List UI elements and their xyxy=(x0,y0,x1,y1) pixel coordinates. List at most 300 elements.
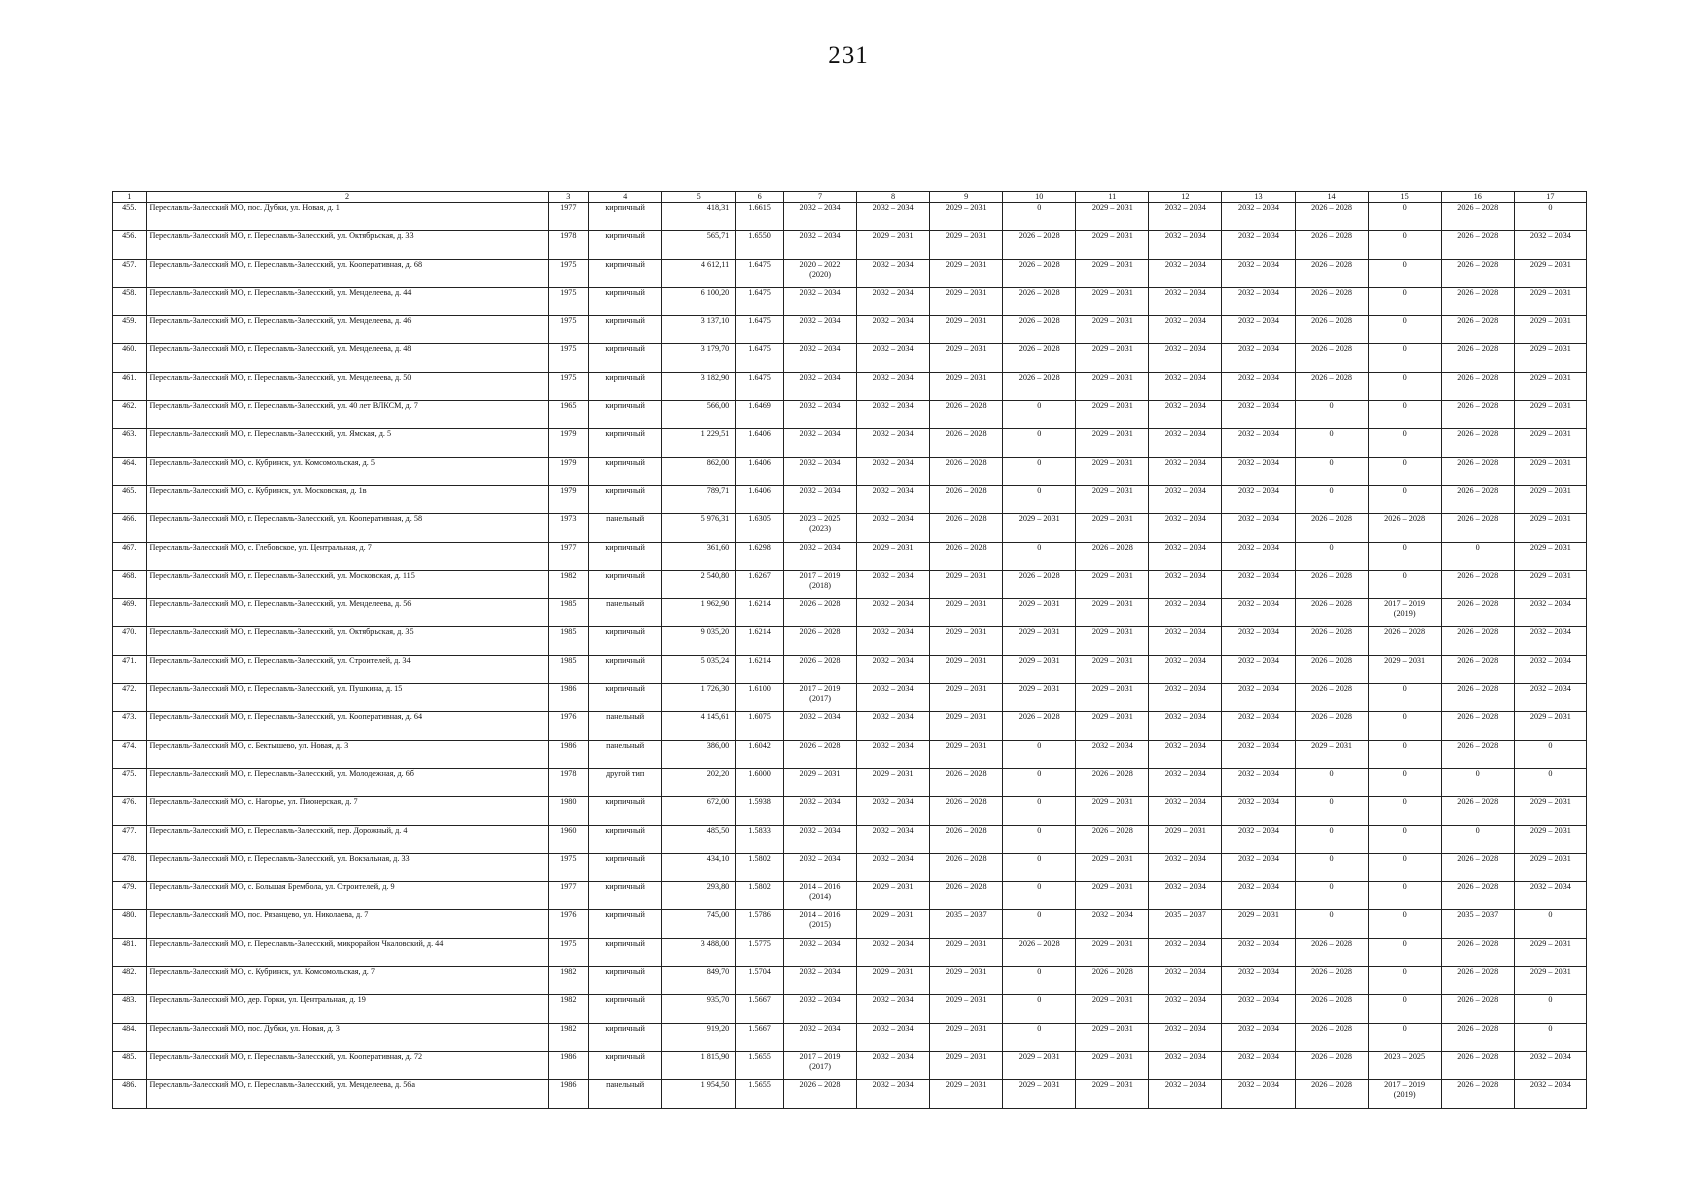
table-cell-col-12: 2032 – 2034 xyxy=(1149,768,1222,796)
table-cell-col-11: 2029 – 2031 xyxy=(1076,684,1149,712)
table-cell-col-4: кирпичный xyxy=(589,627,662,655)
table-cell-col-15: 0 xyxy=(1368,995,1441,1023)
table-cell-col-16: 2035 – 2037 xyxy=(1441,910,1514,938)
table-cell-col-6: 1.6475 xyxy=(736,316,784,344)
table-cell-col-9: 2029 – 2031 xyxy=(930,740,1003,768)
column-header-16: 16 xyxy=(1441,192,1514,203)
table-cell-col-15: 0 xyxy=(1368,316,1441,344)
table-cell-col-14: 2026 – 2028 xyxy=(1295,938,1368,966)
table-cell-col-11: 2029 – 2031 xyxy=(1076,655,1149,683)
table-row xyxy=(113,372,1587,400)
table-cell-col-12: 2032 – 2034 xyxy=(1149,740,1222,768)
table-cell-col-7: 2032 – 2034 xyxy=(783,938,856,966)
table-cell-col-14: 2026 – 2028 xyxy=(1295,1080,1368,1108)
table-cell-col-17: 2029 – 2031 xyxy=(1514,485,1586,513)
table-cell-col-9: 2026 – 2028 xyxy=(930,768,1003,796)
table-cell-col-12: 2032 – 2034 xyxy=(1149,401,1222,429)
table-cell-col-11: 2029 – 2031 xyxy=(1076,599,1149,627)
table-cell-col-17: 2029 – 2031 xyxy=(1514,797,1586,825)
table-cell-col-14: 2029 – 2031 xyxy=(1295,740,1368,768)
table-cell-col-17: 0 xyxy=(1514,768,1586,796)
table-cell-col-4: кирпичный xyxy=(589,797,662,825)
table-cell-col-1: 462. xyxy=(113,401,147,429)
table-cell-col-7: 2026 – 2028 xyxy=(783,1080,856,1108)
table-cell-col-13: 2032 – 2034 xyxy=(1222,882,1295,910)
table-cell-col-16: 2026 – 2028 xyxy=(1441,712,1514,740)
table-cell-col-14: 2026 – 2028 xyxy=(1295,712,1368,740)
table-cell-col-9: 2026 – 2028 xyxy=(930,457,1003,485)
table-cell-col-5: 1 815,90 xyxy=(662,1051,736,1079)
table-cell-col-4: кирпичный xyxy=(589,542,662,570)
table-cell-col-17: 2032 – 2034 xyxy=(1514,627,1586,655)
table-cell-col-10: 0 xyxy=(1003,203,1076,231)
table-cell-col-8: 2032 – 2034 xyxy=(857,514,930,542)
table-cell-col-12: 2032 – 2034 xyxy=(1149,287,1222,315)
table-cell-col-16: 2026 – 2028 xyxy=(1441,740,1514,768)
table-cell-col-3: 1982 xyxy=(548,570,589,598)
table-cell-col-12: 2032 – 2034 xyxy=(1149,344,1222,372)
table-cell-col-15: 2023 – 2025 xyxy=(1368,1051,1441,1079)
table-cell-col-13: 2032 – 2034 xyxy=(1222,372,1295,400)
table-cell-col-6: 1.6406 xyxy=(736,429,784,457)
table-cell-col-8: 2032 – 2034 xyxy=(857,344,930,372)
table-cell-col-8: 2029 – 2031 xyxy=(857,967,930,995)
table-cell-col-3: 1975 xyxy=(548,938,589,966)
table-cell-col-1: 467. xyxy=(113,542,147,570)
table-cell-col-4: кирпичный xyxy=(589,457,662,485)
table-cell-col-9: 2029 – 2031 xyxy=(930,684,1003,712)
table-cell-col-2: Переславль-Залесский МО, г. Переславль-Залесский, ул. Менделеева, д. 56 xyxy=(146,599,548,627)
table-cell-col-4: кирпичный xyxy=(589,967,662,995)
table-row xyxy=(113,429,1587,457)
table-cell-col-4: кирпичный xyxy=(589,287,662,315)
table-cell-col-10: 0 xyxy=(1003,882,1076,910)
table-cell-col-15: 0 xyxy=(1368,231,1441,259)
table-cell-col-8: 2029 – 2031 xyxy=(857,768,930,796)
table-cell-col-8: 2032 – 2034 xyxy=(857,712,930,740)
table-cell-col-11: 2029 – 2031 xyxy=(1076,344,1149,372)
table-cell-col-17: 2029 – 2031 xyxy=(1514,344,1586,372)
table-cell-col-2: Переславль-Залесский МО, г. Переславль-Залесский, ул. Молодежная, д. 6б xyxy=(146,768,548,796)
table-cell-col-2: Переславль-Залесский МО, г. Переславль-Залесский, ул. Московская, д. 115 xyxy=(146,570,548,598)
table-cell-col-17: 2029 – 2031 xyxy=(1514,825,1586,853)
table-cell-col-15: 0 xyxy=(1368,967,1441,995)
table-cell-col-2: Переславль-Залесский МО, пос. Рязанцево, ул. Николаева, д. 7 xyxy=(146,910,548,938)
table-cell-col-6: 1.5833 xyxy=(736,825,784,853)
table-cell-col-12: 2032 – 2034 xyxy=(1149,655,1222,683)
table-cell-col-9: 2029 – 2031 xyxy=(930,712,1003,740)
table-cell-col-1: 457. xyxy=(113,259,147,287)
table-cell-col-14: 2026 – 2028 xyxy=(1295,995,1368,1023)
table-cell-col-13: 2032 – 2034 xyxy=(1222,287,1295,315)
table-cell-col-13: 2032 – 2034 xyxy=(1222,1023,1295,1051)
table-cell-col-8: 2032 – 2034 xyxy=(857,287,930,315)
table-cell-col-1: 471. xyxy=(113,655,147,683)
table-cell-col-13: 2032 – 2034 xyxy=(1222,627,1295,655)
table-cell-col-5: 3 179,70 xyxy=(662,344,736,372)
table-cell-col-6: 1.6406 xyxy=(736,457,784,485)
table-cell-col-6: 1.6475 xyxy=(736,372,784,400)
table-cell-col-16: 2026 – 2028 xyxy=(1441,627,1514,655)
table-cell-col-6: 1.5655 xyxy=(736,1051,784,1079)
table-cell-col-2: Переславль-Залесский МО, г. Переславль-Залесский, ул. Менделеева, д. 48 xyxy=(146,344,548,372)
housing-register-table xyxy=(112,191,1587,1109)
table-cell-col-2: Переславль-Залесский МО, с. Большая Брембола, ул. Строителей, д. 9 xyxy=(146,882,548,910)
table-cell-col-13: 2032 – 2034 xyxy=(1222,570,1295,598)
table-cell-col-15: 2026 – 2028 xyxy=(1368,627,1441,655)
table-cell-col-17: 2029 – 2031 xyxy=(1514,287,1586,315)
table-cell-col-15: 2029 – 2031 xyxy=(1368,655,1441,683)
table-cell-col-6: 1.6406 xyxy=(736,485,784,513)
table-cell-col-16: 2026 – 2028 xyxy=(1441,372,1514,400)
table-cell-col-1: 472. xyxy=(113,684,147,712)
table-cell-col-13: 2032 – 2034 xyxy=(1222,995,1295,1023)
table-cell-col-7: 2026 – 2028 xyxy=(783,655,856,683)
table-cell-col-16: 2026 – 2028 xyxy=(1441,882,1514,910)
table-cell-col-16: 2026 – 2028 xyxy=(1441,429,1514,457)
table-cell-col-4: кирпичный xyxy=(589,995,662,1023)
table-cell-col-7: 2026 – 2028 xyxy=(783,627,856,655)
table-cell-col-7: 2032 – 2034 xyxy=(783,797,856,825)
table-cell-col-15: 0 xyxy=(1368,825,1441,853)
table-cell-col-13: 2032 – 2034 xyxy=(1222,938,1295,966)
table-row xyxy=(113,655,1587,683)
table-cell-col-13: 2032 – 2034 xyxy=(1222,344,1295,372)
table-cell-col-3: 1976 xyxy=(548,712,589,740)
table-cell-col-9: 2029 – 2031 xyxy=(930,203,1003,231)
table-cell-col-10: 0 xyxy=(1003,542,1076,570)
table-cell-col-17: 2032 – 2034 xyxy=(1514,882,1586,910)
table-cell-col-7: 2026 – 2028 xyxy=(783,740,856,768)
table-cell-col-10: 2026 – 2028 xyxy=(1003,570,1076,598)
table-cell-col-6: 1.5667 xyxy=(736,1023,784,1051)
table-cell-col-14: 0 xyxy=(1295,882,1368,910)
table-cell-col-2: Переславль-Залесский МО, пос. Дубки, ул. Новая, д. 1 xyxy=(146,203,548,231)
table-cell-col-6: 1.6100 xyxy=(736,684,784,712)
table-cell-col-15: 2017 – 2019 (2019) xyxy=(1368,599,1441,627)
table-cell-col-6: 1.6214 xyxy=(736,599,784,627)
table-cell-col-8: 2032 – 2034 xyxy=(857,938,930,966)
table-cell-col-5: 361,60 xyxy=(662,542,736,570)
table-row xyxy=(113,542,1587,570)
table-cell-col-9: 2029 – 2031 xyxy=(930,316,1003,344)
table-cell-col-11: 2032 – 2034 xyxy=(1076,910,1149,938)
table-cell-col-15: 0 xyxy=(1368,259,1441,287)
table-row xyxy=(113,485,1587,513)
table-cell-col-13: 2032 – 2034 xyxy=(1222,259,1295,287)
table-cell-col-5: 4 145,61 xyxy=(662,712,736,740)
table-cell-col-12: 2032 – 2034 xyxy=(1149,599,1222,627)
table-cell-col-9: 2026 – 2028 xyxy=(930,797,1003,825)
table-cell-col-10: 0 xyxy=(1003,740,1076,768)
table-cell-col-6: 1.5802 xyxy=(736,853,784,881)
table-cell-col-14: 2026 – 2028 xyxy=(1295,231,1368,259)
column-header-10: 10 xyxy=(1003,192,1076,203)
table-cell-col-14: 0 xyxy=(1295,797,1368,825)
table-cell-col-11: 2029 – 2031 xyxy=(1076,1051,1149,1079)
table-cell-col-7: 2032 – 2034 xyxy=(783,372,856,400)
table-cell-col-1: 466. xyxy=(113,514,147,542)
table-row xyxy=(113,768,1587,796)
table-row xyxy=(113,203,1587,231)
table-cell-col-7: 2014 – 2016 (2015) xyxy=(783,910,856,938)
table-cell-col-12: 2032 – 2034 xyxy=(1149,429,1222,457)
table-cell-col-17: 2029 – 2031 xyxy=(1514,259,1586,287)
table-cell-col-10: 2029 – 2031 xyxy=(1003,1080,1076,1108)
table-cell-col-4: кирпичный xyxy=(589,1023,662,1051)
table-cell-col-11: 2026 – 2028 xyxy=(1076,967,1149,995)
table-row xyxy=(113,684,1587,712)
table-cell-col-2: Переславль-Залесский МО, с. Нагорье, ул. Пионерская, д. 7 xyxy=(146,797,548,825)
table-cell-col-9: 2026 – 2028 xyxy=(930,485,1003,513)
table-cell-col-6: 1.6475 xyxy=(736,287,784,315)
table-cell-col-16: 2026 – 2028 xyxy=(1441,401,1514,429)
table-cell-col-4: другой тип xyxy=(589,768,662,796)
table-cell-col-1: 455. xyxy=(113,203,147,231)
table-cell-col-1: 459. xyxy=(113,316,147,344)
table-cell-col-4: панельный xyxy=(589,514,662,542)
table-cell-col-3: 1977 xyxy=(548,542,589,570)
table-cell-col-15: 0 xyxy=(1368,684,1441,712)
table-cell-col-3: 1977 xyxy=(548,882,589,910)
table-row xyxy=(113,740,1587,768)
table-cell-col-1: 469. xyxy=(113,599,147,627)
table-cell-col-14: 0 xyxy=(1295,485,1368,513)
table-cell-col-10: 0 xyxy=(1003,768,1076,796)
table-cell-col-17: 2029 – 2031 xyxy=(1514,853,1586,881)
table-cell-col-13: 2032 – 2034 xyxy=(1222,684,1295,712)
table-cell-col-5: 293,80 xyxy=(662,882,736,910)
table-cell-col-17: 2032 – 2034 xyxy=(1514,684,1586,712)
table-cell-col-14: 2026 – 2028 xyxy=(1295,514,1368,542)
table-cell-col-5: 919,20 xyxy=(662,1023,736,1051)
table-cell-col-6: 1.5667 xyxy=(736,995,784,1023)
table-cell-col-15: 0 xyxy=(1368,429,1441,457)
table-body xyxy=(113,203,1587,1109)
table-cell-col-5: 5 976,31 xyxy=(662,514,736,542)
table-cell-col-1: 486. xyxy=(113,1080,147,1108)
table-cell-col-4: кирпичный xyxy=(589,825,662,853)
column-header-14: 14 xyxy=(1295,192,1368,203)
table-cell-col-17: 2032 – 2034 xyxy=(1514,1080,1586,1108)
table-cell-col-4: кирпичный xyxy=(589,372,662,400)
table-cell-col-7: 2032 – 2034 xyxy=(783,825,856,853)
table-cell-col-13: 2032 – 2034 xyxy=(1222,231,1295,259)
table-cell-col-14: 2026 – 2028 xyxy=(1295,599,1368,627)
table-cell-col-3: 1982 xyxy=(548,1023,589,1051)
table-row xyxy=(113,570,1587,598)
table-cell-col-17: 0 xyxy=(1514,203,1586,231)
table-cell-col-17: 2029 – 2031 xyxy=(1514,938,1586,966)
table-cell-col-3: 1986 xyxy=(548,740,589,768)
table-cell-col-17: 2029 – 2031 xyxy=(1514,967,1586,995)
table-cell-col-12: 2032 – 2034 xyxy=(1149,570,1222,598)
table-cell-col-7: 2032 – 2034 xyxy=(783,712,856,740)
column-header-1: 1 xyxy=(113,192,147,203)
table-cell-col-8: 2032 – 2034 xyxy=(857,457,930,485)
table-cell-col-16: 2026 – 2028 xyxy=(1441,514,1514,542)
table-cell-col-14: 2026 – 2028 xyxy=(1295,316,1368,344)
table-cell-col-12: 2032 – 2034 xyxy=(1149,485,1222,513)
table-row xyxy=(113,910,1587,938)
table-cell-col-9: 2029 – 2031 xyxy=(930,967,1003,995)
table-cell-col-3: 1975 xyxy=(548,316,589,344)
table-cell-col-6: 1.6000 xyxy=(736,768,784,796)
table-cell-col-2: Переславль-Залесский МО, г. Переславль-Залесский, ул. Октябрьская, д. 35 xyxy=(146,627,548,655)
table-cell-col-6: 1.5786 xyxy=(736,910,784,938)
table-cell-col-8: 2032 – 2034 xyxy=(857,740,930,768)
table-row xyxy=(113,514,1587,542)
table-cell-col-17: 0 xyxy=(1514,910,1586,938)
table-cell-col-3: 1975 xyxy=(548,259,589,287)
table-row xyxy=(113,287,1587,315)
table-cell-col-1: 463. xyxy=(113,429,147,457)
table-row xyxy=(113,712,1587,740)
table-cell-col-15: 0 xyxy=(1368,570,1441,598)
table-cell-col-9: 2035 – 2037 xyxy=(930,910,1003,938)
table-cell-col-1: 475. xyxy=(113,768,147,796)
table-cell-col-13: 2032 – 2034 xyxy=(1222,1051,1295,1079)
table-cell-col-8: 2032 – 2034 xyxy=(857,316,930,344)
table-cell-col-1: 480. xyxy=(113,910,147,938)
table-cell-col-3: 1980 xyxy=(548,797,589,825)
table-cell-col-9: 2026 – 2028 xyxy=(930,401,1003,429)
table-cell-col-13: 2032 – 2034 xyxy=(1222,429,1295,457)
table-cell-col-5: 386,00 xyxy=(662,740,736,768)
table-cell-col-11: 2029 – 2031 xyxy=(1076,995,1149,1023)
table-cell-col-2: Переславль-Залесский МО, г. Переславль-Залесский, пер. Дорожный, д. 4 xyxy=(146,825,548,853)
table-cell-col-4: панельный xyxy=(589,740,662,768)
table-cell-col-5: 672,00 xyxy=(662,797,736,825)
table-cell-col-5: 862,00 xyxy=(662,457,736,485)
table-cell-col-2: Переславль-Залесский МО, г. Переславль-Залесский, ул. Менделеева, д. 46 xyxy=(146,316,548,344)
table-cell-col-12: 2032 – 2034 xyxy=(1149,627,1222,655)
table-cell-col-10: 2029 – 2031 xyxy=(1003,1051,1076,1079)
table-cell-col-5: 418,31 xyxy=(662,203,736,231)
table-cell-col-15: 0 xyxy=(1368,372,1441,400)
table-cell-col-2: Переславль-Залесский МО, с. Кубринск, ул. Комсомольская, д. 5 xyxy=(146,457,548,485)
table-cell-col-15: 0 xyxy=(1368,938,1441,966)
table-row xyxy=(113,938,1587,966)
table-cell-col-2: Переславль-Залесский МО, г. Переславль-Залесский, ул. Кооперативная, д. 72 xyxy=(146,1051,548,1079)
table-cell-col-10: 2029 – 2031 xyxy=(1003,514,1076,542)
table-cell-col-3: 1978 xyxy=(548,768,589,796)
table-cell-col-8: 2032 – 2034 xyxy=(857,401,930,429)
table-cell-col-11: 2026 – 2028 xyxy=(1076,542,1149,570)
table-cell-col-15: 0 xyxy=(1368,910,1441,938)
table-cell-col-16: 2026 – 2028 xyxy=(1441,1023,1514,1051)
table-cell-col-8: 2032 – 2034 xyxy=(857,599,930,627)
table-cell-col-11: 2029 – 2031 xyxy=(1076,712,1149,740)
table-cell-col-3: 1986 xyxy=(548,1051,589,1079)
table-cell-col-9: 2029 – 2031 xyxy=(930,938,1003,966)
column-header-8: 8 xyxy=(857,192,930,203)
table-cell-col-13: 2032 – 2034 xyxy=(1222,853,1295,881)
table-cell-col-7: 2032 – 2034 xyxy=(783,1023,856,1051)
table-cell-col-12: 2032 – 2034 xyxy=(1149,457,1222,485)
table-cell-col-8: 2029 – 2031 xyxy=(857,882,930,910)
table-cell-col-8: 2032 – 2034 xyxy=(857,995,930,1023)
table-cell-col-6: 1.6042 xyxy=(736,740,784,768)
table-cell-col-11: 2029 – 2031 xyxy=(1076,570,1149,598)
table-row xyxy=(113,1023,1587,1051)
table-cell-col-3: 1982 xyxy=(548,967,589,995)
table-cell-col-3: 1985 xyxy=(548,627,589,655)
table-cell-col-5: 485,50 xyxy=(662,825,736,853)
table-cell-col-6: 1.6469 xyxy=(736,401,784,429)
table-cell-col-12: 2032 – 2034 xyxy=(1149,882,1222,910)
table-cell-col-1: 484. xyxy=(113,1023,147,1051)
table-cell-col-11: 2029 – 2031 xyxy=(1076,401,1149,429)
table-cell-col-14: 2026 – 2028 xyxy=(1295,967,1368,995)
table-cell-col-13: 2032 – 2034 xyxy=(1222,740,1295,768)
table-cell-col-2: Переславль-Залесский МО, г. Переславль-Залесский, микрорайон Чкаловский, д. 44 xyxy=(146,938,548,966)
table-cell-col-13: 2032 – 2034 xyxy=(1222,967,1295,995)
table-row xyxy=(113,627,1587,655)
table-cell-col-1: 456. xyxy=(113,231,147,259)
table-cell-col-10: 2026 – 2028 xyxy=(1003,712,1076,740)
table-cell-col-7: 2026 – 2028 xyxy=(783,599,856,627)
table-cell-col-8: 2029 – 2031 xyxy=(857,910,930,938)
table-cell-col-6: 1.5655 xyxy=(736,1080,784,1108)
table-cell-col-11: 2029 – 2031 xyxy=(1076,797,1149,825)
table-cell-col-7: 2032 – 2034 xyxy=(783,485,856,513)
page-number: 231 xyxy=(828,42,869,69)
table-cell-col-14: 2026 – 2028 xyxy=(1295,287,1368,315)
table-cell-col-6: 1.6475 xyxy=(736,259,784,287)
table-cell-col-16: 2026 – 2028 xyxy=(1441,938,1514,966)
table-cell-col-8: 2032 – 2034 xyxy=(857,655,930,683)
table-cell-col-5: 1 229,51 xyxy=(662,429,736,457)
table-cell-col-1: 481. xyxy=(113,938,147,966)
table-cell-col-16: 2026 – 2028 xyxy=(1441,655,1514,683)
table-cell-col-10: 2026 – 2028 xyxy=(1003,344,1076,372)
table-cell-col-10: 2026 – 2028 xyxy=(1003,316,1076,344)
table-cell-col-2: Переславль-Залесский МО, г. Переславль-Залесский, ул. Менделеева, д. 56а xyxy=(146,1080,548,1108)
table-cell-col-11: 2029 – 2031 xyxy=(1076,1023,1149,1051)
table-row xyxy=(113,599,1587,627)
table-cell-col-15: 2017 – 2019 (2019) xyxy=(1368,1080,1441,1108)
table-cell-col-13: 2032 – 2034 xyxy=(1222,457,1295,485)
table-cell-col-11: 2029 – 2031 xyxy=(1076,1080,1149,1108)
table-cell-col-11: 2029 – 2031 xyxy=(1076,457,1149,485)
table-cell-col-9: 2029 – 2031 xyxy=(930,231,1003,259)
table-cell-col-5: 849,70 xyxy=(662,967,736,995)
table-cell-col-3: 1977 xyxy=(548,203,589,231)
table-cell-col-7: 2032 – 2034 xyxy=(783,429,856,457)
table-cell-col-6: 1.6615 xyxy=(736,203,784,231)
table-cell-col-17: 2032 – 2034 xyxy=(1514,231,1586,259)
table-cell-col-6: 1.5938 xyxy=(736,797,784,825)
table-cell-col-17: 2029 – 2031 xyxy=(1514,372,1586,400)
table-cell-col-12: 2029 – 2031 xyxy=(1149,825,1222,853)
table-cell-col-17: 2032 – 2034 xyxy=(1514,655,1586,683)
table-cell-col-13: 2032 – 2034 xyxy=(1222,768,1295,796)
table-cell-col-9: 2026 – 2028 xyxy=(930,882,1003,910)
table-cell-col-11: 2026 – 2028 xyxy=(1076,825,1149,853)
table-row xyxy=(113,401,1587,429)
table-cell-col-2: Переславль-Залесский МО, г. Переславль-Залесский, ул. Строителей, д. 34 xyxy=(146,655,548,683)
table-cell-col-10: 0 xyxy=(1003,485,1076,513)
table-cell-col-7: 2032 – 2034 xyxy=(783,457,856,485)
table-cell-col-17: 2029 – 2031 xyxy=(1514,570,1586,598)
table-cell-col-4: кирпичный xyxy=(589,344,662,372)
table-cell-col-16: 2026 – 2028 xyxy=(1441,457,1514,485)
table-cell-col-12: 2032 – 2034 xyxy=(1149,316,1222,344)
table-cell-col-2: Переславль-Залесский МО, г. Переславль-Залесский, ул. Вокзальная, д. 33 xyxy=(146,853,548,881)
table-cell-col-1: 458. xyxy=(113,287,147,315)
table-cell-col-9: 2026 – 2028 xyxy=(930,825,1003,853)
